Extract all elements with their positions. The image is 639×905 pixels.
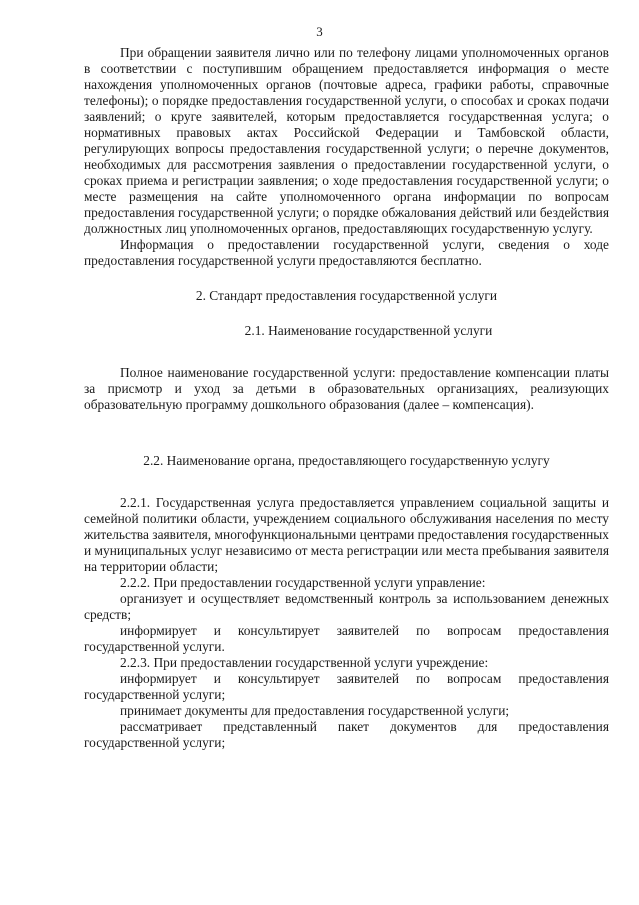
document-body	[84, 45, 609, 751]
section-2-2-1-text: 2.2.1. Государственная услуга предоставляется управлением социальной защиты и семейной политики области, учреждением социального обслуживания населения по месту жительства заявителя, многофункциональными центрами предоставления государственных и муниципальных услуг независимо от места регистрации или места пребывания заявителя на территории области;	[84, 495, 609, 574]
section-2-1-text: Полное наименование государственной услуги: предоставление компенсации платы за присмотр и уход за детьми в образовательных организациях, реализующих образовательную программу дошкольного образования (далее – компенсация).	[84, 365, 609, 412]
section-2-2-heading: 2.2. Наименование органа, предоставляющего государственную услугу	[143, 453, 550, 468]
intro-paragraph-1: При обращении заявителя лично или по телефону лицами уполномоченных органов в соответствии с поступившим обращением предоставляется информация о месте нахождения уполномоченных органов (почтовые адреса, графики работы, справочные телефоны); о порядке предоставления государственной услуги, о способах и сроках подачи заявлений; о круге заявителей, которым предоставляется государственная услуга; о нормативных правовых актах Российской Федерации и Тамбовской области, регулирующих вопросы предоставления государственной услуги; о перечне документов, необходимых для рассмотрения заявления о предоставлении государственной услуги, о сроках приема и регистрации заявления; о ходе предоставления государственной услуги; о месте размещения на сайте уполномоченного органа информации по вопросам предоставления государственной услуги; о порядке обжалования действий или бездействия должностных лиц уполномоченных органов, предоставляющих государственную услугу.	[84, 45, 609, 236]
page-number: 3	[316, 24, 323, 39]
institution-duty-3: рассматривает представленный пакет документов для предоставления государственной услуги;	[84, 719, 609, 750]
institution-duty-2: принимает документы для предоставления государственной услуги;	[120, 703, 510, 718]
management-duty-2: информирует и консультирует заявителей по вопросам предоставления государственной услуги.	[84, 623, 609, 654]
institution-duty-1: информирует и консультирует заявителей по вопросам предоставления государственной услуги;	[84, 671, 609, 702]
section-2-1-heading: 2.1. Наименование государственной услуги	[244, 323, 493, 338]
section-2-heading: 2. Стандарт предоставления государственной услуги	[195, 288, 498, 303]
management-duty-1: организует и осуществляет ведомственный контроль за использованием денежных средств;	[84, 591, 609, 622]
intro-paragraph-2: Информация о предоставлении государственной услуги, сведения о ходе предоставления государственной услуги предоставляются бесплатно.	[84, 237, 609, 268]
section-2-2-2-text: 2.2.2. При предоставлении государственной услуги управление:	[120, 575, 486, 590]
section-2-2-3-text: 2.2.3. При предоставлении государственной услуги учреждение:	[120, 655, 489, 670]
